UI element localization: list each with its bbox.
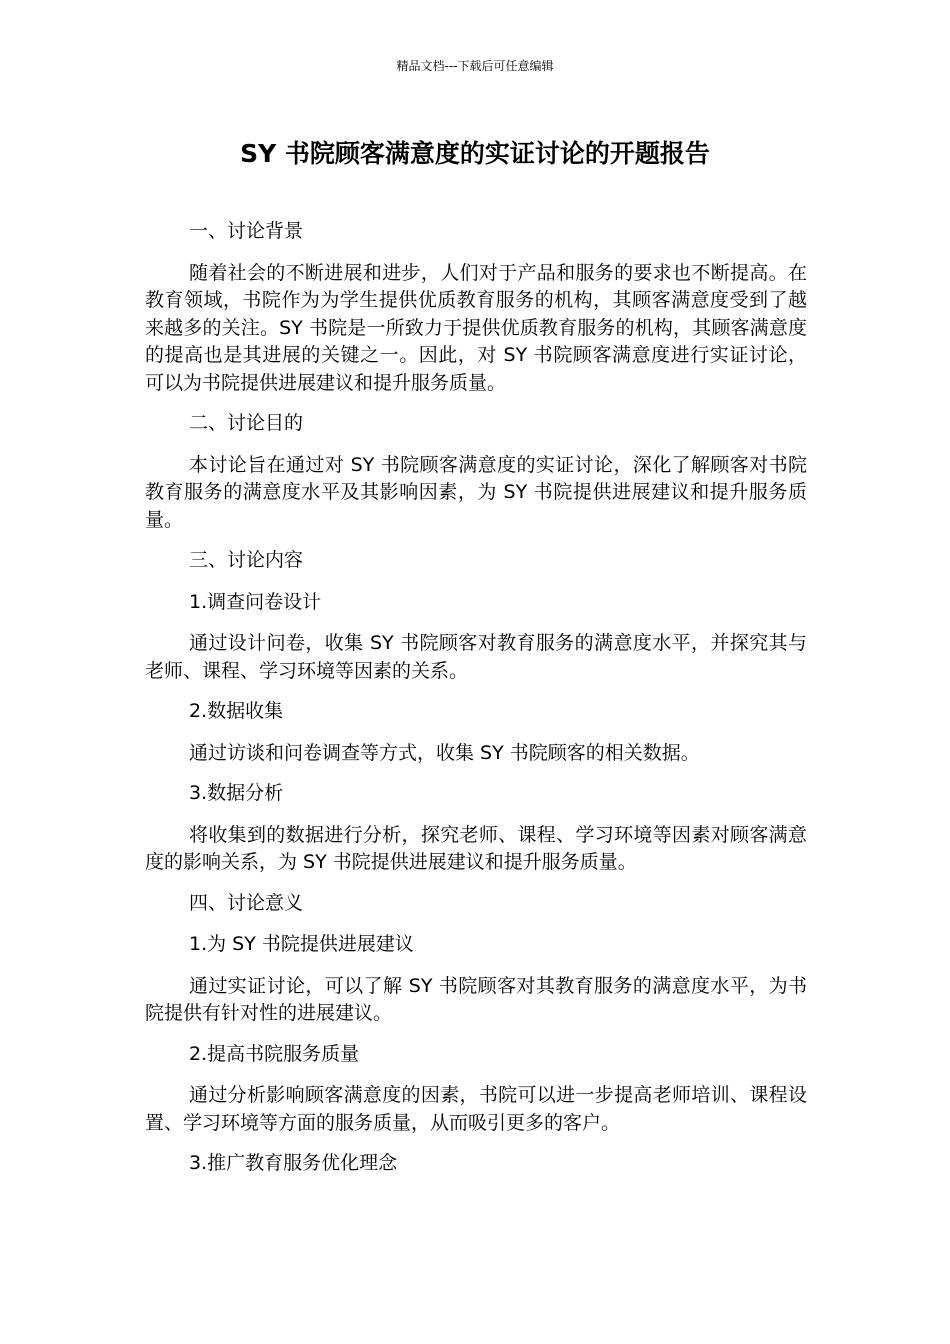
- subheading-questionnaire-design: 1.调查问卷设计: [189, 590, 322, 613]
- section-heading-content: 三、讨论内容: [189, 549, 304, 571]
- section-heading-background: 一、讨论背景: [189, 220, 304, 242]
- subheading-data-analysis: 3.数据分析: [189, 782, 284, 804]
- subheading-service-quality: 2.提高书院服务质量: [189, 1042, 360, 1065]
- paragraph-background: 随着社会的不断进展和进步，人们对于产品和服务的要求也不断提高。在教育领域，书院作为为学生提供优质教育服务的机构，其顾客满意度受到了越来越多的关注。SY 书院是一所致力于提供优质教育服务的机构，其顾客满意度的提高也是其进展的关键之一。因此，对 SY 书院顾客满意度进行实证讨论，可以为书院提供进展建议和提升服务质量。: [145, 261, 807, 394]
- document-body: [145, 218, 807, 1192]
- subheading-development-advice: 1.为 SY 书院提供进展建议: [189, 933, 414, 955]
- document-title: SY 书院顾客满意度的实证讨论的开题报告: [240, 139, 710, 168]
- section-heading-significance: 四、讨论意义: [189, 891, 304, 914]
- paragraph-service-quality: 通过分析影响顾客满意度的因素，书院可以进一步提高老师培训、课程设置、学习环境等方面的服务质量，从而吸引更多的客户。: [145, 1084, 807, 1134]
- paragraph-data-analysis: 将收集到的数据进行分析，探究老师、课程、学习环境等因素对顾客满意度的影响关系，为 SY 书院提供进展建议和提升服务质量。: [145, 823, 807, 873]
- subheading-data-collection: 2.数据收集: [189, 700, 284, 722]
- paragraph-questionnaire-design: 通过设计问卷，收集 SY 书院顾客对教育服务的满意度水平，并探究其与老师、课程、学习环境等因素的关系。: [145, 632, 807, 682]
- page-header: 精品文档---下载后可任意编辑: [396, 59, 554, 73]
- paragraph-development-advice: 通过实证讨论，可以了解 SY 书院顾客对其教育服务的满意度水平，为书院提供有针对性的进展建议。: [145, 974, 807, 1024]
- section-heading-purpose: 二、讨论目的: [189, 412, 304, 434]
- subheading-optimization-concept: 3.推广教育服务优化理念: [189, 1152, 398, 1174]
- paragraph-purpose: 本讨论旨在通过对 SY 书院顾客满意度的实证讨论，深化了解顾客对书院教育服务的满意度水平及其影响因素，为 SY 书院提供进展建议和提升服务质量。: [145, 453, 807, 531]
- paragraph-data-collection: 通过访谈和问卷调查等方式，收集 SY 书院顾客的相关数据。: [189, 741, 700, 764]
